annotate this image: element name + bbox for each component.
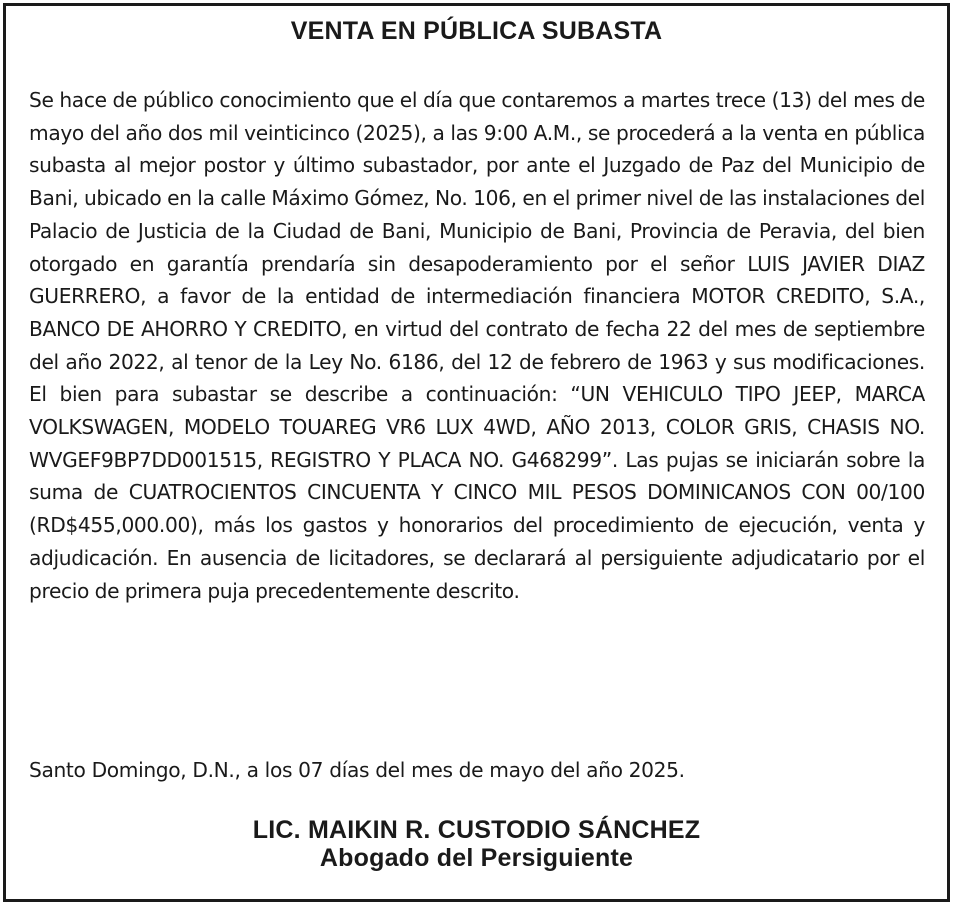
notice-body: Se hace de público conocimiento que el día que contaremos a martes trece (13) del mes de mayo del año dos mil veinticinco (2025), a las 9:00 A.M., se procederá a la venta en pública subasta al mejor postor y último subastador, por ante el Juzgado de Paz del Municipio de Bani, ubicado en la calle Máximo Gómez, No. 106, en el primer nivel de las instalaciones del Palacio de Justicia de la Ciudad de Bani, Municipio de Bani, Provincia de Peravia, del bien otorgado en garantía prendaría sin desapoderamiento por el señor LUIS JAVIER DIAZ GUERRERO, a favor de la entidad de intermediación financiera MOTOR CREDITO, S.A., BANCO DE AHORRO Y CREDITO, en virtud del contrato de fecha 22 del mes de septiembre del año 2022, al tenor de la Ley No. 6186, del 12 de febrero de 1963 y sus modificaciones. El bien para subastar se describe a continuación: “UN VEHICULO TIPO JEEP, MARCA VOLKSWAGEN, MODELO TOUAREG VR6 LUX 4WD, AÑO 2013, COLOR GRIS, CHASIS NO. WVGEF9BP7DD001515, REGISTRO Y PLACA NO. G468299”. Las pujas se iniciarán sobre la suma de CUATROCIENTOS CINCUENTA Y CINCO MIL PESOS DOMINICANOS CON 00/100 (RD$455,000.00), más los gastos y honorarios del procedimiento de ejecución, venta y adjudicación. En ausencia de licitadores, se declarará al persiguiente adjudicatario por el precio de primera puja precedentemente descrito.	[29, 88, 925, 603]
signature-block	[6, 816, 947, 872]
signature-name: LIC. MAIKIN R. CUSTODIO SÁNCHEZ	[252, 816, 701, 844]
notice-closing-date: Santo Domingo, D.N., a los 07 días del mes de mayo del año 2025.	[29, 758, 685, 782]
signature-role: Abogado del Persiguiente	[319, 844, 634, 872]
notice-title: VENTA EN PÚBLICA SUBASTA	[290, 17, 663, 45]
notice-frame	[3, 3, 950, 902]
